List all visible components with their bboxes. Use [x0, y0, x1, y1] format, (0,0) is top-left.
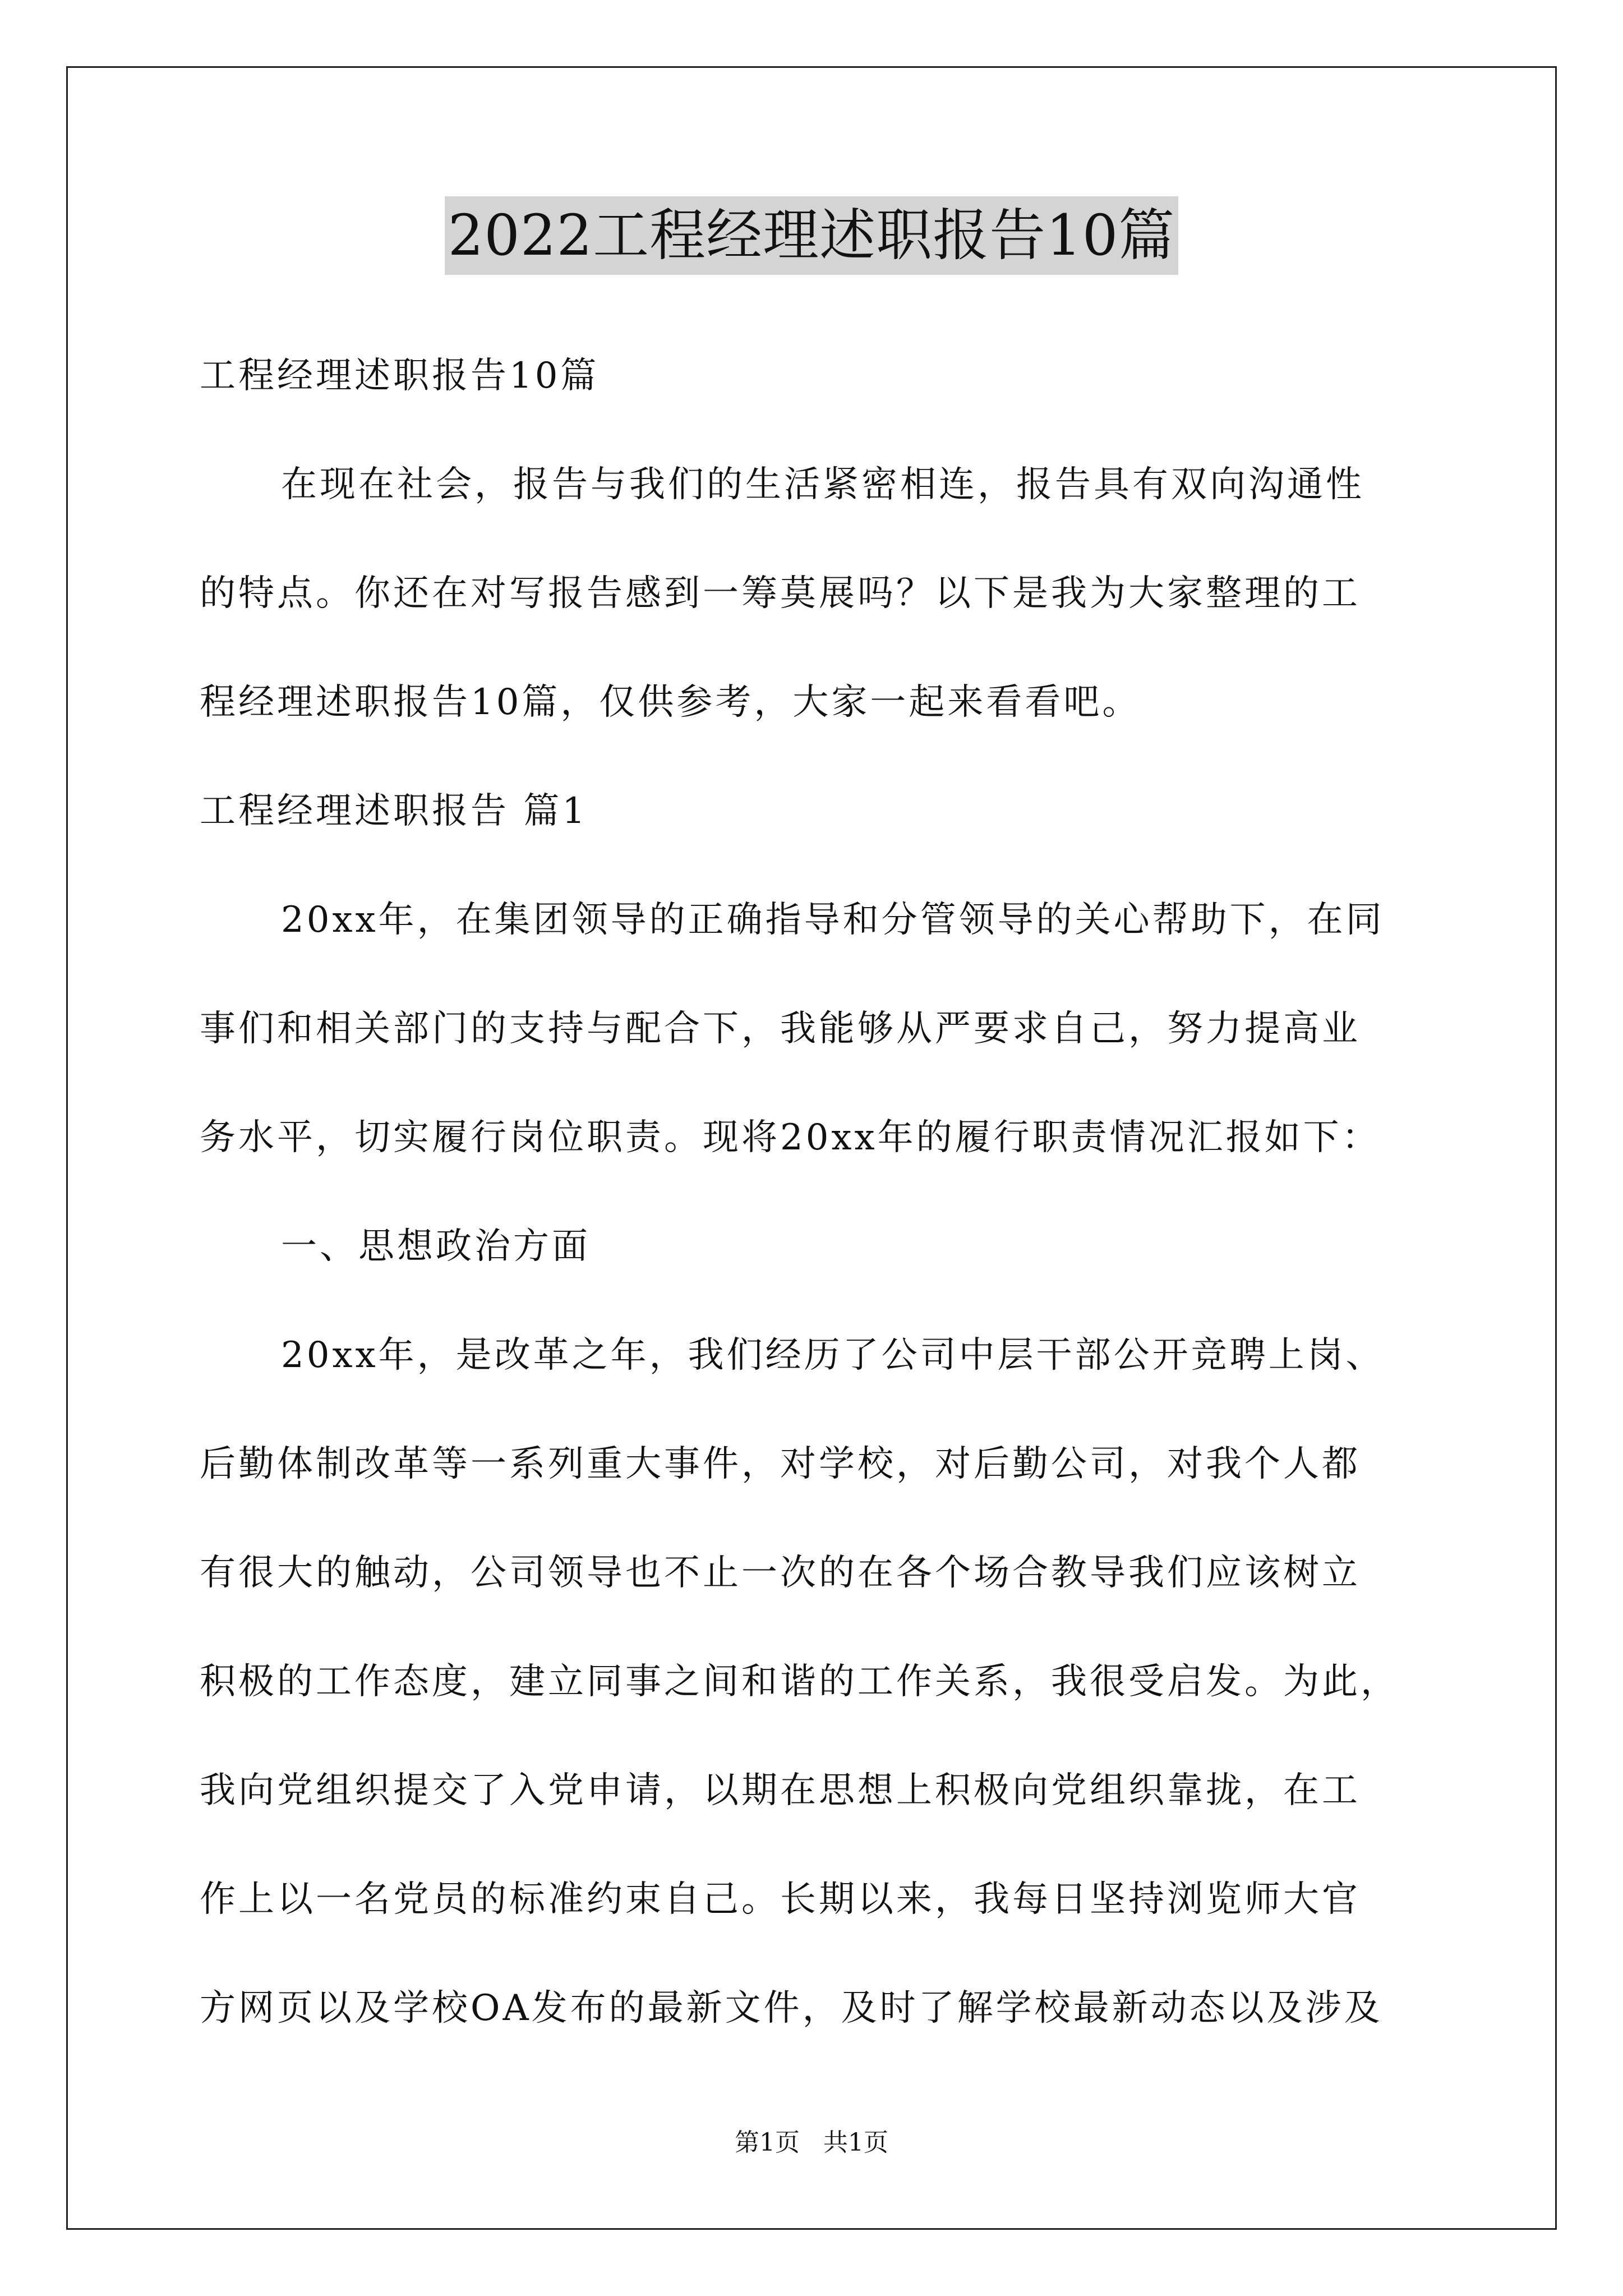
- paragraph-line: 作上以一名党员的标准约束自己。长期以来，我每日坚持浏览师大官: [200, 1879, 1361, 1920]
- paragraph-line: 的特点。你还在对写报告感到一筹莫展吗？以下是我为大家整理的工: [200, 573, 1361, 614]
- paragraph-line: 事们和相关部门的支持与配合下，我能够从严要求自己，努力提高业: [200, 1008, 1361, 1050]
- paragraph-line: 积极的工作态度，建立同事之间和谐的工作关系，我很受启发。为此，: [200, 1661, 1399, 1703]
- paragraph-line: 有很大的触动，公司领导也不止一次的在各个场合教导我们应该树立: [200, 1552, 1361, 1594]
- page-footer: 第1页 共1页: [735, 2128, 888, 2157]
- paragraph-line: 我向党组织提交了入党申请，以期在思想上积极向党组织靠拢，在工: [200, 1770, 1361, 1811]
- paragraph-line: 在现在社会，报告与我们的生活紧密相连，报告具有双向沟通性: [281, 464, 1364, 505]
- document-title: 2022工程经理述职报告10篇: [445, 196, 1179, 275]
- paragraph-line: 方网页以及学校OA发布的最新文件，及时了解学校最新动态以及涉及: [200, 1987, 1383, 2029]
- paragraph-line: 20xx年，在集团领导的正确指导和分管领导的关心帮助下，在同: [281, 899, 1385, 941]
- subsection-heading: 一、思想政治方面: [281, 1226, 591, 1267]
- paragraph-line: 20xx年，是改革之年，我们经历了公司中层干部公开竞聘上岗、: [281, 1335, 1385, 1376]
- paragraph-line: 后勤体制改革等一系列重大事件，对学校，对后勤公司，对我个人都: [200, 1443, 1361, 1485]
- subtitle-line: 工程经理述职报告10篇: [200, 355, 600, 397]
- title-wrap: [0, 196, 1623, 275]
- paragraph-line: 务水平，切实履行岗位职责。现将20xx年的履行职责情况汇报如下：: [200, 1117, 1381, 1158]
- document-body: [200, 337, 1433, 2078]
- section-heading: 工程经理述职报告 篇1: [200, 790, 588, 832]
- paragraph-line: 程经理述职报告10篇，仅供参考，大家一起来看看吧。: [200, 682, 1141, 723]
